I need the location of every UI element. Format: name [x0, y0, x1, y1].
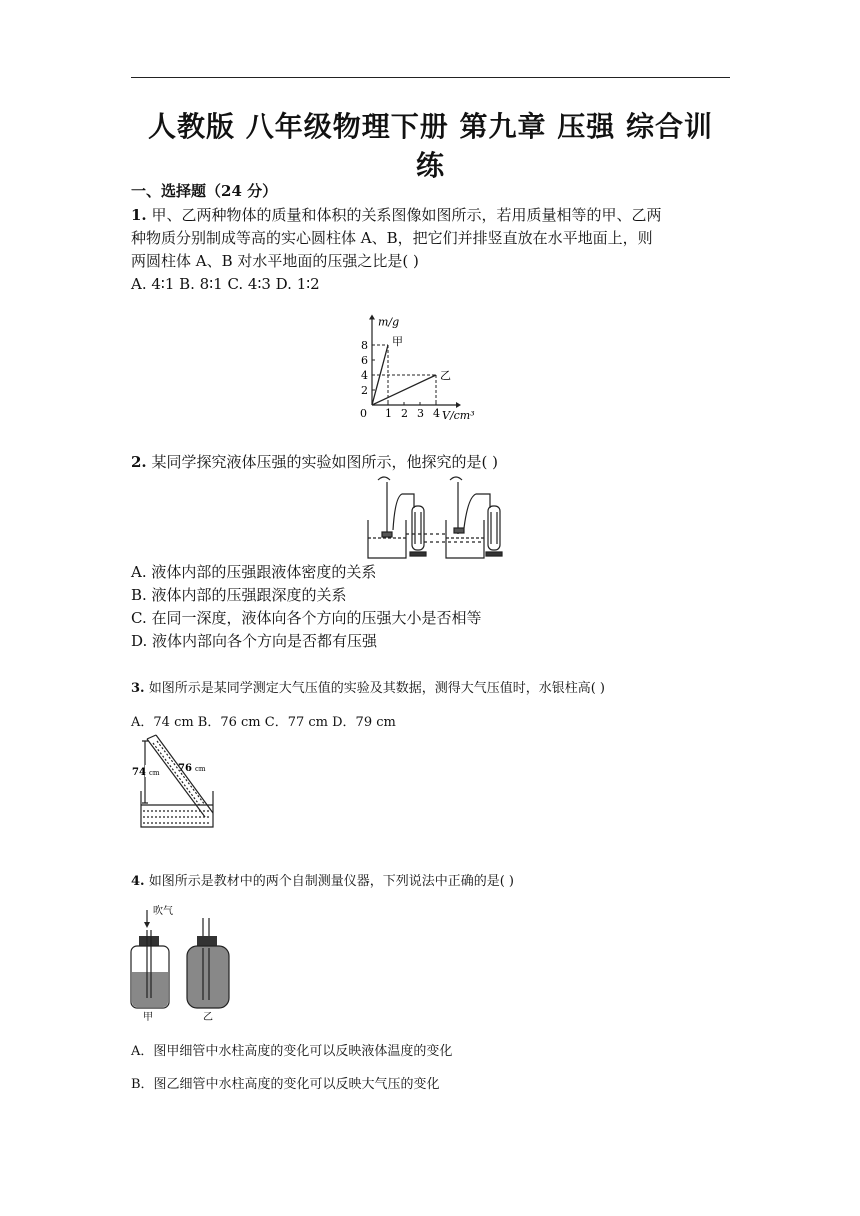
q3-text: 如图所示是某同学测定大气压值的实验及其数据，测得大气压值时，水银柱高( ) — [148, 681, 605, 696]
unit-76: cm — [195, 765, 206, 773]
y-tick-label: 4 — [361, 369, 368, 382]
series-name: 甲 — [392, 335, 403, 348]
series-name: 乙 — [440, 369, 451, 382]
x-tick-label: 2 — [401, 407, 408, 420]
x-tick-label: 0 — [360, 407, 367, 420]
q2-number: 2. — [131, 453, 147, 471]
q1-number: 1. — [131, 206, 147, 224]
series-line — [372, 375, 436, 405]
q1-line3: 两圆柱体 A、B 对水平地面的压强之比是( ) — [131, 252, 419, 270]
bottle-label-b: 乙 — [203, 1012, 213, 1023]
y-axis-label: m/g — [378, 315, 400, 329]
header-rule — [131, 77, 730, 78]
q3-options: A．74 cm B．76 cm C．77 cm D．79 cm — [131, 715, 396, 730]
page-title-line2: 练 — [415, 149, 445, 182]
q1-line1: 1. 甲、乙两种物体的质量和体积的关系图像如图所示，若用质量相等的甲、乙两 — [131, 206, 662, 224]
y-tick-label: 2 — [361, 384, 368, 397]
q1-options: A. 4∶1 B. 8∶1 C. 4∶3 D. 1∶2 — [131, 275, 320, 293]
q2-option-a: A. 液体内部的压强跟液体密度的关系 — [131, 563, 377, 581]
mass-volume-chart — [350, 295, 500, 420]
x-tick-label: 4 — [433, 407, 440, 420]
section-heading: 一、选择题（24 分） — [131, 182, 278, 200]
torricelli-figure — [131, 733, 221, 831]
y-axis-arrow — [369, 315, 375, 320]
q2-option-b: B. 液体内部的压强跟深度的关系 — [131, 586, 347, 604]
label-76: 76 — [178, 763, 192, 774]
x-tick-label: 3 — [417, 407, 424, 420]
question-2-stem — [131, 451, 731, 474]
q4-number: 4. — [131, 874, 145, 889]
bottle-instruments-figure — [125, 896, 245, 1024]
q2-option-d: D. 液体内部向各个方向是否都有压强 — [131, 632, 378, 650]
q2-options — [131, 561, 731, 653]
question-1 — [131, 204, 731, 296]
q4-option-a: A．图甲细管中水柱高度的变化可以反映液体温度的变化 — [131, 1044, 453, 1059]
q4-text: 如图所示是教材中的两个自制测量仪器，下列说法中正确的是( ) — [148, 874, 514, 889]
q1-line2: 种物质分别制成等高的实心圆柱体 A、B，把它们并排竖直放在水平地面上，则 — [131, 229, 653, 247]
q2-option-c: C. 在同一深度，液体向各个方向的压强大小是否相等 — [131, 609, 482, 627]
page-title-line1: 人教版 八年级物理下册 第九章 压强 综合训 — [148, 110, 713, 143]
y-tick-label: 6 — [361, 354, 368, 367]
blow-label: 吹气 — [153, 906, 173, 917]
q4-option-b: B．图乙细管中水柱高度的变化可以反映大气压的变化 — [131, 1077, 440, 1092]
liquid-pressure-figure — [362, 472, 512, 560]
unit-74: cm — [149, 769, 160, 777]
x-axis-arrow — [456, 402, 461, 408]
question-3-stem — [131, 677, 731, 700]
y-tick-label: 8 — [361, 339, 368, 352]
q2-text: 某同学探究液体压强的实验如图所示，他探究的是( ) — [151, 453, 498, 471]
x-axis-label: V/cm³ — [442, 409, 475, 420]
question-4-stem — [131, 870, 731, 893]
bottle-label-a: 甲 — [143, 1012, 153, 1023]
x-tick-label: 1 — [385, 407, 392, 420]
label-74: 74 — [132, 767, 146, 778]
q3-number: 3. — [131, 681, 145, 696]
